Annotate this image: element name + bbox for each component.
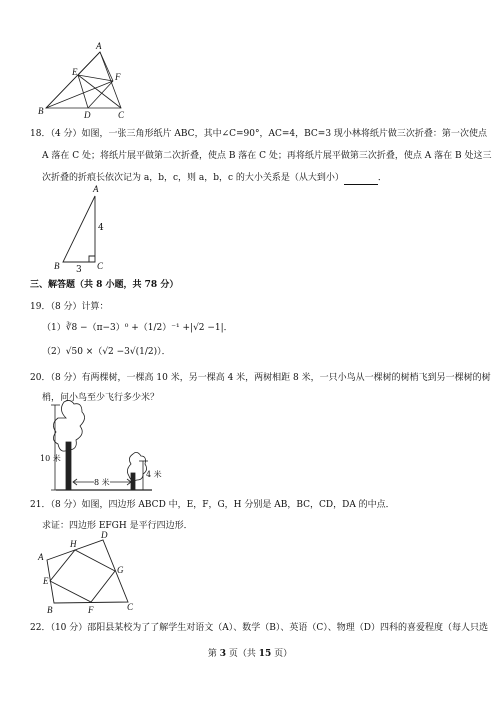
q20-text1: （8 分）有两棵树，一棵高 10 米，另一棵高 4 米，两树相距 8 米，一只小鸟从一棵树的树梢飞到另一棵树的树 (50, 373, 491, 383)
section-heading: 三、解答题（共 8 小题，共 78 分） (30, 280, 179, 290)
footer-mid: 页（共 (226, 649, 259, 659)
footer-post: 页） (271, 649, 293, 659)
fig18-side-ac: 4 (98, 223, 104, 233)
fig18-label-b: B (54, 261, 60, 271)
fig21-label-a: A (38, 552, 44, 562)
fig18-side-bc: 3 (76, 265, 82, 275)
q19-part1-expr: ∛8 −（π−3）⁰ +（1/2）⁻¹ +|√2 −1|． (65, 323, 233, 333)
q18-text1: （4 分）如图，一张三角形纸片 ABC，其中∠C=90°，AC=4，BC=3 现小林将纸片做三次折叠：第一次使点 (50, 129, 487, 139)
fig21-label-d: D (101, 530, 108, 540)
fig21-label-b: B (47, 605, 53, 615)
fig18-label-c: C (97, 261, 104, 271)
fig18-label-a: A (93, 184, 99, 194)
q21-line2: 求证：四边形 EFGH 是平行四边形． (42, 521, 193, 531)
footer-page-total: 15 (258, 649, 272, 659)
q18-text3: 次折叠的折痕长依次记为 a，b，c，则 a，b，c 的大小关系是（从大到小） (42, 173, 344, 183)
page-footer (0, 648, 500, 661)
fig17-label-a: A (96, 41, 102, 51)
fig17-label-f: F (115, 72, 121, 82)
fig20-label-10m: 10 米 (40, 454, 61, 463)
q19-part2-label: （2） (42, 347, 66, 357)
fig20-label-4m: 4 米 (146, 470, 162, 479)
q20-line2: 梢，问小鸟至少飞行多少米？ (42, 393, 160, 403)
fig21-label-h: H (70, 539, 77, 549)
footer-page-number: 3 (219, 649, 226, 659)
q18-number: 18． (30, 129, 51, 139)
fig17-label-d: D (84, 110, 91, 120)
q22-line1 (30, 622, 488, 635)
q19-part2-expr: √50 ×（√2 −3√(1/2)）． (65, 347, 171, 357)
q20-number: 20． (30, 373, 51, 383)
fig21-label-f: F (88, 605, 94, 615)
q22-number: 22． (30, 623, 51, 633)
fig17-label-b: B (38, 106, 44, 116)
q22-text1: （10 分）邵阳县某校为了了解学生对语文（A）、数学（B）、英语（C）、物理（D）四科的喜爱程度（每人只选 (50, 623, 488, 633)
q21-number: 21． (30, 500, 51, 510)
q19-number: 19． (30, 302, 51, 312)
fig17-label-c: C (118, 110, 125, 120)
q18-line2: A 落在 C 处；将纸片展平做第二次折叠，使点 B 落在 C 处；再将纸片展平做第三次折叠，使点 A 落在 B 处这三 (42, 151, 492, 161)
q18-period: ． (377, 173, 387, 183)
fig17-label-e: E (72, 67, 78, 77)
q19-part1-label: （1） (42, 323, 66, 333)
fig20-label-8m: 8 米 (94, 478, 110, 487)
fig21-label-e: E (43, 576, 49, 586)
fig21-label-g: G (117, 565, 124, 575)
fig21-label-c: C (127, 602, 134, 612)
footer-pre: 第 (207, 649, 220, 659)
q21-text1: （8 分）如图，四边形 ABCD 中，E，F，G，H 分别是 AB，BC，CD，DA 的中点． (50, 500, 395, 510)
q19-text: （8 分）计算： (50, 302, 109, 312)
